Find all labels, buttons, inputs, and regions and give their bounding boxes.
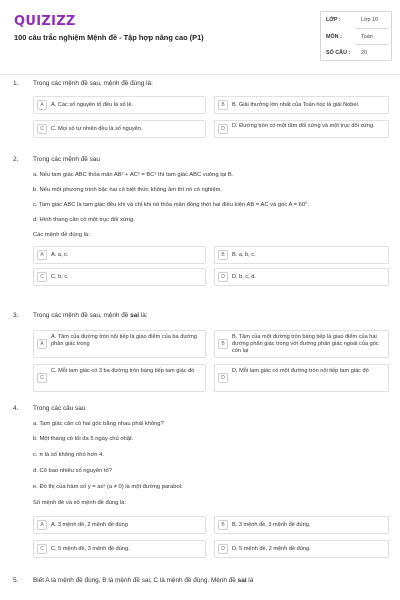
questions-list: [0, 80, 400, 600]
option-letter: B: [218, 520, 228, 530]
option-text: B. Giải thưởng lớn nhất của Toán học là giải Nobel.: [232, 102, 360, 108]
option-c[interactable]: [33, 120, 206, 138]
question-text: [33, 312, 148, 319]
option-text: C. Mỗi tam giác có 3 ba đường tròn bàng tiếp tam giác đó: [51, 368, 195, 374]
meta-underline: [355, 60, 389, 61]
option-letter: D: [218, 272, 228, 282]
question-text-part: là: [246, 577, 254, 584]
option-c[interactable]: [33, 268, 206, 286]
question-number: 1.: [13, 80, 19, 87]
option-letter: D: [218, 124, 228, 134]
worksheet-header: [0, 0, 400, 72]
meta-count-label: SỐ CÂU :: [326, 50, 351, 56]
option-a[interactable]: [33, 96, 206, 114]
question-text: Trong các mệnh đề sau, mệnh đề đúng là:: [33, 80, 153, 87]
worksheet-title: 100 câu trắc nghiệm Mệnh đề - Tập hợp nâng cao (P1): [14, 33, 204, 42]
option-text: C. b, c.: [51, 274, 69, 280]
option-letter: A: [37, 250, 47, 260]
option-letter: D: [218, 544, 228, 554]
option-text: D. 5 mệnh đề, 2 mệnh đề đúng.: [232, 546, 311, 552]
question-number: 5.: [13, 577, 19, 584]
option-letter: B: [218, 250, 228, 260]
option-text: D. b, c, d.: [232, 274, 256, 280]
option-letter: C: [37, 124, 47, 134]
statement: b. Nếu một phương trình bậc hai có biệt thức không âm thì nó có nghiệm.: [33, 187, 223, 193]
question-text-emphasis: sai: [237, 577, 247, 584]
option-b[interactable]: [214, 96, 389, 114]
option-a[interactable]: [33, 330, 206, 358]
option-text: B. a, b, c.: [232, 252, 256, 258]
option-c[interactable]: [33, 364, 206, 392]
option-letter: B: [218, 339, 228, 349]
question-text-part: là:: [139, 312, 148, 319]
worksheet-meta-box: [320, 11, 392, 61]
option-text: D. Mỗi tam giác có một đường tròn nội tiếp tam giác đó: [232, 368, 369, 374]
option-c[interactable]: [33, 540, 206, 558]
option-a[interactable]: [33, 246, 206, 264]
option-a[interactable]: [33, 516, 206, 534]
meta-subject-value: Toán: [361, 34, 373, 40]
meta-grade-label: LỚP :: [326, 17, 341, 23]
statement: a. Tam giác cân có hai góc bằng nhau phải không?: [33, 421, 164, 427]
option-letter: C: [37, 272, 47, 282]
statement: c. π là số không nhỏ hơn 4.: [33, 452, 104, 458]
option-letter: B: [218, 100, 228, 110]
meta-count-value: 20: [361, 50, 367, 56]
option-d[interactable]: [214, 364, 389, 392]
question-prompt: Số mệnh đề và số mệnh đề đúng là:: [33, 500, 127, 506]
question-number: 3.: [13, 312, 19, 319]
option-letter: C: [37, 373, 47, 383]
question-number: 2.: [13, 156, 19, 163]
statement: a. Nếu tam giác ABC thỏa mãn AB² + AC² = BC² thì tam giác ABC vuông tại B.: [33, 172, 234, 178]
option-text: C. 5 mệnh đề, 3 mệnh đề đúng.: [51, 546, 130, 552]
question-number: 4.: [13, 405, 19, 412]
option-d[interactable]: [214, 268, 389, 286]
option-text: A. Các số nguyên tố đều là số lẻ.: [51, 102, 134, 108]
question-text: [33, 577, 253, 584]
statement: d. Hình thang cân có một trục đối xứng.: [33, 217, 135, 223]
option-b[interactable]: [214, 246, 389, 264]
statement: b. Một tháng có tối đa 5 ngày chủ nhật.: [33, 436, 134, 442]
question-text-part: Trong các mệnh đề sau, mệnh đề: [33, 312, 131, 319]
question-text: Trong các mệnh đề sau: [33, 156, 100, 163]
option-letter: A: [37, 339, 47, 349]
option-text: A. 3 mệnh đề, 2 mệnh đề đúng: [51, 522, 128, 528]
option-letter: C: [37, 544, 47, 554]
question-text-part: Biết A là mệnh đề đúng, B là mệnh đề sai, C là mệnh đề đúng. Mệnh đề: [33, 577, 238, 584]
option-d[interactable]: [214, 120, 389, 138]
meta-grade: [321, 12, 393, 28]
option-letter: D: [218, 373, 228, 383]
statement: c. Tam giác ABC là tam giác đều khi và chỉ khi nó thỏa mãn đồng thời hai điều kiện AB = AC và góc A = 60⁰.: [33, 202, 310, 208]
quizizz-logo: QUIZIZZ: [14, 14, 76, 29]
header-divider: [0, 74, 400, 75]
option-d[interactable]: [214, 540, 389, 558]
meta-grade-value: Lớp 10: [361, 17, 379, 23]
meta-subject-label: MÔN :: [326, 34, 342, 40]
question-text-emphasis: sai: [130, 312, 139, 319]
option-b[interactable]: [214, 516, 389, 534]
option-letter: A: [37, 520, 47, 530]
statement: e. Đồ thị của hàm số y = ax² (a ≠ 0) là một đường parabol.: [33, 484, 183, 490]
option-b[interactable]: [214, 330, 389, 358]
question-text: Trong các câu sau: [33, 405, 86, 412]
option-text: A. Tâm của đường tròn nội tiếp là giao điểm của ba đường phân giác trong: [51, 334, 197, 347]
statement: d. Cô bao nhiêu số nguyên tố?: [33, 468, 112, 474]
option-text: D. Đường tròn có một tâm đối xứng và một trục đối xứng.: [232, 123, 375, 129]
question-prompt: Các mệnh đề đúng là:: [33, 232, 90, 238]
option-text: C. Mọi số tự nhiên đều là số nguyên.: [51, 126, 143, 132]
meta-count: [321, 45, 393, 61]
option-text: A. a, c.: [51, 252, 69, 258]
meta-subject: [321, 29, 393, 45]
option-letter: A: [37, 100, 47, 110]
option-text: B. Tâm của một đường tròn bàng tiếp là giao điểm của hai đường phân giác trong với đường phân giác ngoài của góc còn lại: [232, 334, 379, 354]
option-text: B. 3 mệnh đề, 3 mệnh đề đúng.: [232, 522, 311, 528]
